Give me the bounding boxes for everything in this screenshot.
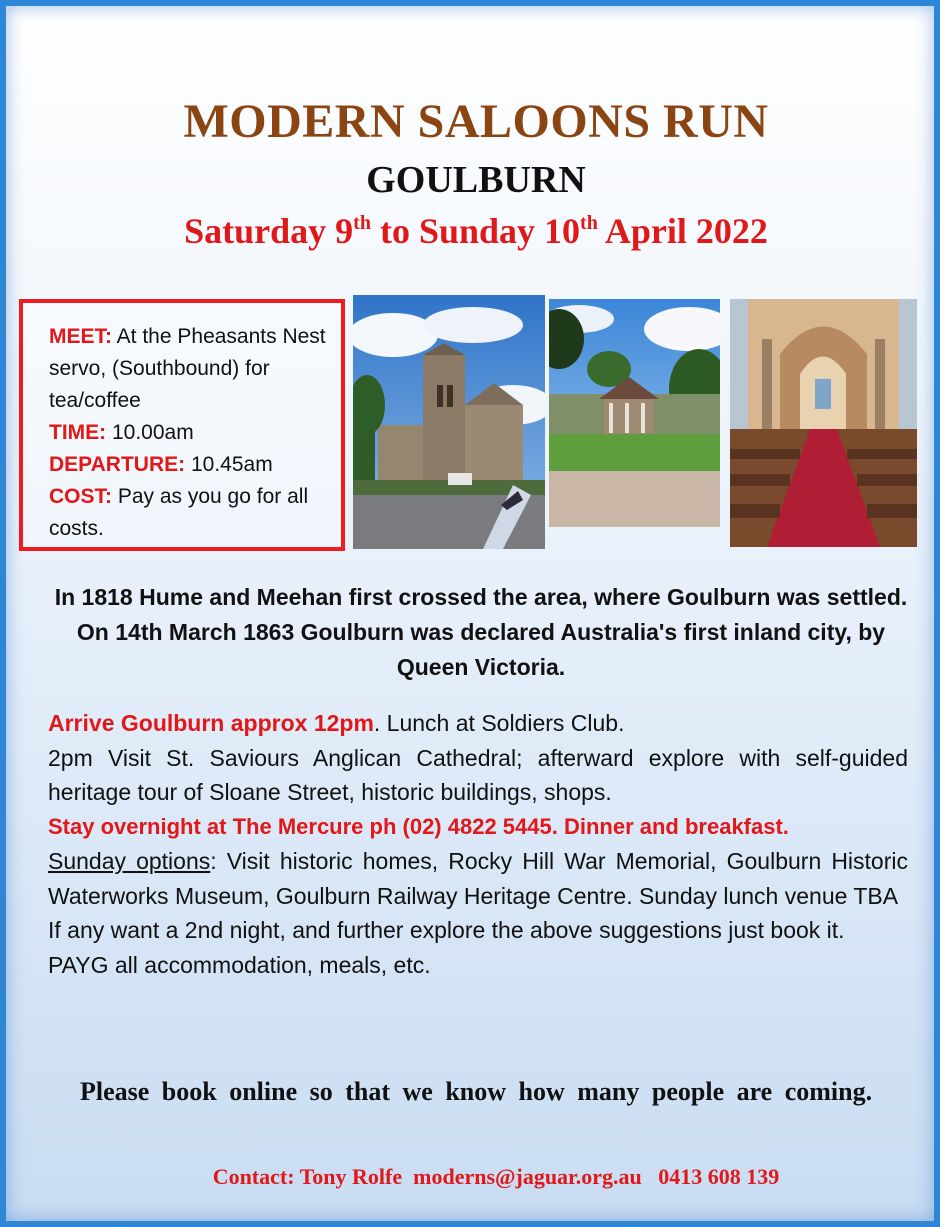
flyer-subtitle: GOULBURN [366, 159, 586, 201]
dates-sup-2: th [580, 212, 598, 234]
sunday-options-text: : Visit historic homes, Rocky Hill War Memorial, Goulburn Historic Waterworks Museum, Goulburn Railway Heritage Centre. Sunday lunch venue TBA [48, 848, 908, 909]
sunday-options [48, 844, 908, 913]
time-label: TIME: [49, 421, 107, 444]
itinerary [48, 706, 908, 982]
meet-label: MEET: [49, 325, 112, 348]
time-line [49, 417, 329, 449]
dates-part-3: April 2022 [597, 211, 768, 251]
dates-part-2: to Sunday 10 [370, 211, 581, 251]
dates-sup-1: th [353, 212, 371, 234]
cathedral-interior-photo [730, 299, 917, 547]
stay-line: Stay overnight at The Mercure ph (02) 4822 5445. Dinner and breakfast. [48, 813, 789, 839]
time-value: 10.00am [106, 421, 194, 444]
event-dates [6, 210, 940, 252]
cost-label: COST: [49, 485, 112, 508]
meeting-info-box [19, 299, 345, 551]
flyer-title: MODERN SALOONS RUN [183, 95, 769, 148]
meet-value: At the Pheasants Nest servo, (Southbound) for tea/coffee [49, 325, 326, 412]
cathedral-exterior-photo [353, 295, 545, 549]
departure-line [49, 449, 329, 481]
meet-line [49, 321, 329, 417]
departure-value: 10.45am [185, 453, 273, 476]
history-paragraph: In 1818 Hume and Meehan first crossed the area, where Goulburn was settled. On 14th March 1863 Goulburn was declared Australia's first inland city, by Queen Victoria. [54, 584, 908, 680]
rotunda-park-photo [549, 299, 720, 527]
cost-value: Pay as you go for all costs. [49, 485, 309, 540]
departure-label: DEPARTURE: [49, 453, 186, 476]
arrive-line [48, 706, 908, 741]
second-night-line: If any want a 2nd night, and further explore the above suggestions just book it. [48, 917, 845, 943]
dates-part-1: Saturday 9 [184, 211, 354, 251]
contact-line: Contact: Tony Rolfe moderns@jaguar.org.au 0413 608 139 [212, 1164, 780, 1189]
visit-line: 2pm Visit St. Saviours Anglican Cathedral; afterward explore with self-guided heritage tour of Sloane Street, historic buildings, shops. [48, 744, 908, 805]
arrive-highlight: Arrive Goulburn approx 12pm [48, 710, 374, 736]
sunday-options-label: Sunday options [48, 848, 211, 874]
arrive-rest: . Lunch at Soldiers Club. [373, 710, 625, 736]
payg-line: PAYG all accommodation, meals, etc. [48, 951, 431, 978]
cost-line [49, 481, 329, 545]
booking-note: Please book online so that we know how many people are coming. [80, 1077, 873, 1106]
